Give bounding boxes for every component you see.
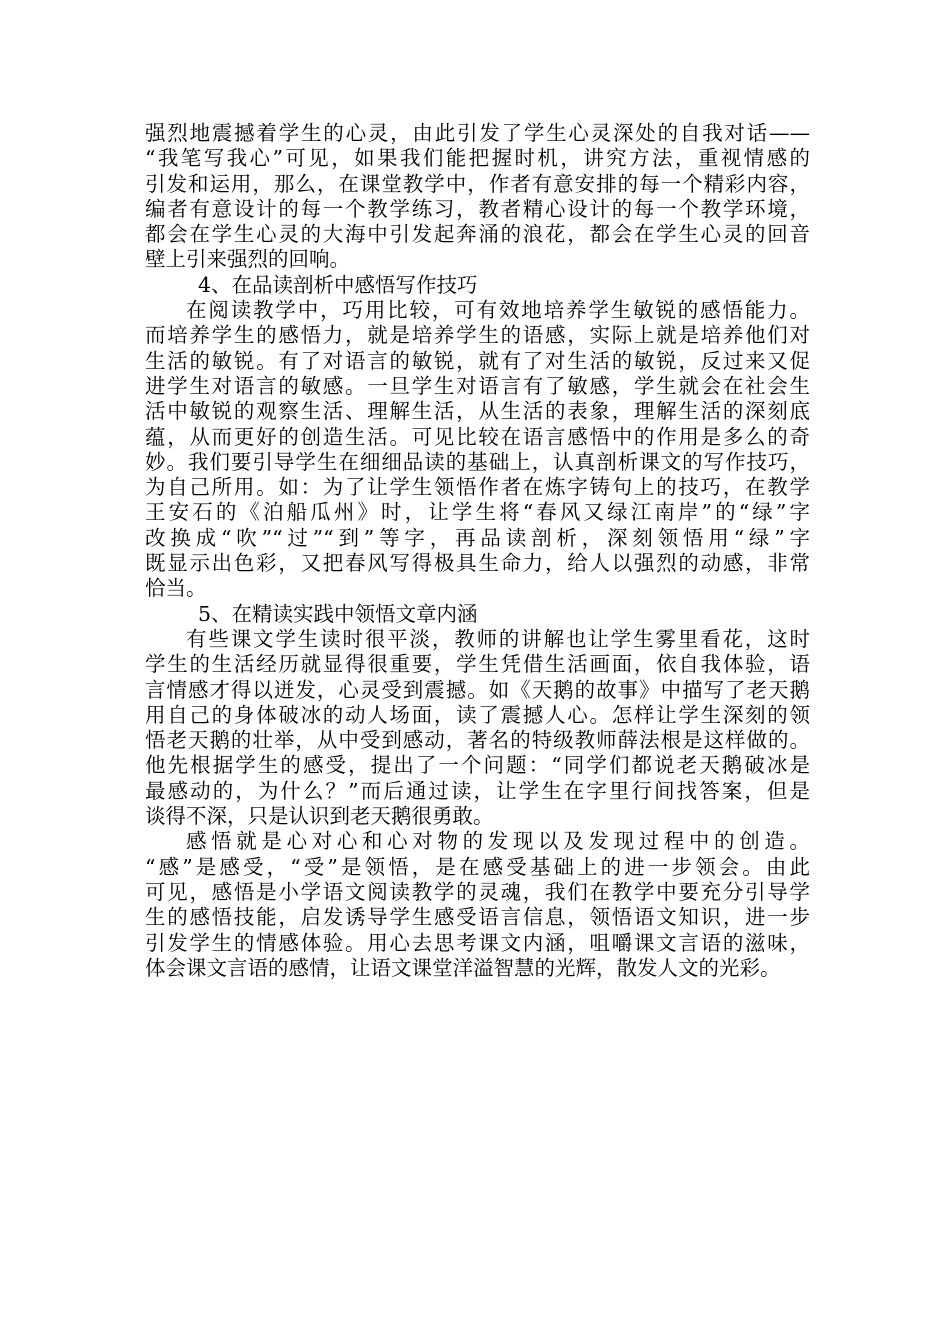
text-line: 编者有意设计的每一个教学练习，教者精心设计的每一个教学环境，	[145, 196, 810, 221]
text-line: 改换成“吹”“过”“到”等字，再品读剖析，深刻领悟用“绿”字	[145, 525, 810, 550]
text-line: 学生的生活经历就显得很重要，学生凭借生活画面，依自我体验，语	[145, 652, 810, 677]
text-line: 恰当。	[145, 576, 207, 601]
text-line: 悟老天鹅的壮举，从中受到感动，著名的特级教师薛法根是这样做的。	[145, 728, 810, 753]
section-heading	[145, 602, 810, 627]
text-line: 最感动的，为什么？”而后通过读，让学生在字里行间找答案，但是	[145, 778, 810, 803]
text-line: 进学生对语言的敏感。一旦学生对语言有了敏感，学生就会在社会生	[145, 373, 810, 398]
text-line: 体会课文言语的感情，让语文课堂洋溢智慧的光辉，散发人文的光彩。	[145, 955, 781, 980]
text-line: 在阅读教学中，巧用比较，可有效地培养学生敏锐的感悟能力。	[186, 298, 810, 323]
text-line: 强烈地震撼着学生的心灵，由此引发了学生心灵深处的自我对话——	[145, 121, 810, 145]
text-line: 言情感才得以迸发，心灵受到震撼。如《天鹅的故事》中描写了老天鹅	[145, 677, 810, 702]
paragraph	[145, 298, 810, 602]
section-heading	[145, 273, 810, 298]
text-line: 既显示出色彩，又把春风写得极具生命力，给人以强烈的动感，非常	[145, 551, 810, 576]
text-line: “我笔写我心”可见，如果我们能把握时机，讲究方法，重视情感的	[145, 146, 810, 171]
text-line: 而培养学生的感悟力，就是培养学生的语感，实际上就是培养他们对	[145, 323, 810, 348]
text-line: 他先根据学生的感受，提出了一个问题：“同学们都说老天鹅破冰是	[145, 753, 810, 778]
text-line: 用自己的身体破冰的动人场面，读了震撼人心。怎样让学生深刻的领	[145, 702, 810, 727]
text-line: 活中敏锐的观察生活、理解生活，从生活的表象，理解生活的深刻底	[145, 399, 810, 424]
text-line: “感”是感受，“受”是领悟，是在感受基础上的进一步领会。由此	[145, 854, 810, 879]
text-line: 蕴，从而更好的创造生活。可见比较在语言感悟中的作用是多么的奇	[145, 424, 810, 449]
text-line: 可见，感悟是小学语文阅读教学的灵魂，我们在教学中要充分引导学	[145, 879, 810, 904]
heading-line: 5、在精读实践中领悟文章内涵	[198, 601, 478, 626]
text-line: 王安石的《泊船瓜州》时，让学生将“春风又绿江南岸”的“绿”字	[145, 500, 810, 525]
text-line: 都会在学生心灵的大海中引发起奔涌的浪花，都会在学生心灵的回音	[145, 222, 810, 247]
text-line: 壁上引来强烈的回响。	[145, 247, 350, 272]
text-line: 生的感悟技能，启发诱导学生感受语言信息，领悟语文知识，进一步	[145, 905, 810, 930]
heading-line: 4、在品读剖析中感悟写作技巧	[198, 272, 478, 297]
paragraph	[145, 627, 810, 829]
text-line: 引发和运用，那么，在课堂教学中，作者有意安排的每一个精彩内容，	[145, 171, 810, 196]
paragraph	[145, 829, 810, 981]
text-line: 有些课文学生读时很平淡，教师的讲解也让学生雾里看花，这时	[186, 626, 810, 651]
text-line: 生活的敏锐。有了对语言的敏锐，就有了对生活的敏锐，反过来又促	[145, 348, 810, 373]
document-page	[145, 121, 810, 981]
text-line: 为自己所用。如：为了让学生领悟作者在炼字铸句上的技巧，在教学	[145, 475, 810, 500]
text-line: 谈得不深，只是认识到老天鹅很勇敢。	[145, 804, 494, 829]
text-line: 感悟就是心对心和心对物的发现以及发现过程中的创造。	[186, 829, 810, 854]
text-line: 引发学生的情感体验。用心去思考课文内涵，咀嚼课文言语的滋味，	[145, 930, 810, 955]
paragraph	[145, 121, 810, 273]
text-line: 妙。我们要引导学生在细细品读的基础上，认真剖析课文的写作技巧，	[145, 449, 810, 474]
